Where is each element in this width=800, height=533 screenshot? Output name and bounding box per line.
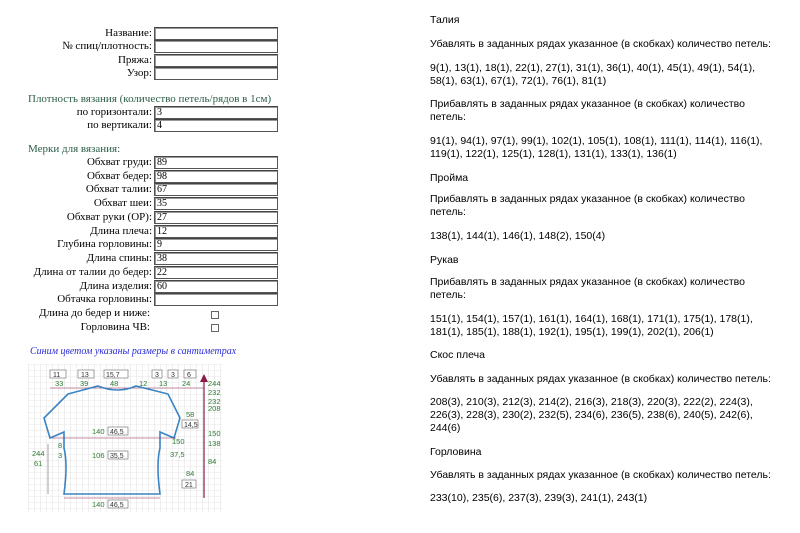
right-low-rows: 84 xyxy=(186,469,195,478)
section-heading-waist: Талия xyxy=(430,14,460,26)
measure-chest-field[interactable]: 89 xyxy=(154,156,278,169)
waist-cm: 35,5 xyxy=(110,453,124,460)
neck-checkbox-label: Горловина ЧВ: xyxy=(80,321,150,333)
bottom-stitches: 140 xyxy=(92,500,105,509)
measure-arm-field[interactable]: 27 xyxy=(154,211,278,224)
side-1: 150 xyxy=(208,429,221,438)
waist-decrease-text: Убавлять в заданных рядах указанное (в скобках) количество петель: xyxy=(430,38,771,50)
top-box-4: 3 xyxy=(155,372,159,379)
waist-increase-text: Прибавлять в заданных рядах указанное (в скобках) количество петель: xyxy=(430,98,745,123)
measure-neck-field[interactable]: 35 xyxy=(154,197,278,210)
yarn-field[interactable] xyxy=(154,54,278,67)
waist-stitches: 106 xyxy=(92,451,105,460)
right-col-4: 208 xyxy=(208,404,221,413)
sleeve-increase-text: Прибавлять в заданных рядах указанное (в скобках) количество петель: xyxy=(430,276,745,301)
right-84: 84 xyxy=(208,457,217,466)
section-heading-armhole: Пройма xyxy=(430,172,469,184)
armhole-increase-values: 138(1), 144(1), 146(1), 148(2), 150(4) xyxy=(430,230,606,242)
section-heading-neckline: Горловина xyxy=(430,446,482,458)
measure-length-label: Длина изделия: xyxy=(79,280,152,292)
neck-checkbox[interactable] xyxy=(211,324,219,332)
density-header: Плотность вязания (количество петель/рядов в 1см) xyxy=(28,93,272,105)
measure-neck-label: Обхват шеи: xyxy=(93,197,152,209)
top-box-1: 11 xyxy=(53,372,61,379)
left-cm: 61 xyxy=(34,459,43,468)
sleeve-increase-values: 151(1), 154(1), 157(1), 161(1), 164(1), 168(1), 171(1), 175(1), 178(1), 181(1), 185(1), 188(1), 192(1), 195(1), 199(1), 202(1), 206(1) xyxy=(430,313,753,338)
name-label: Название: xyxy=(105,27,152,39)
section-heading-shoulder: Скос плеча xyxy=(430,349,485,361)
measure-waist-label: Обхват талии: xyxy=(85,183,152,195)
armhole-increase-text: Прибавлять в заданных рядах указанное (в скобках) количество петель: xyxy=(430,193,745,218)
shoulder-decrease-text: Убавлять в заданных рядах указанное (в скобках) количество петель: xyxy=(430,373,771,385)
right-mid-cm: 37,5 xyxy=(170,450,185,459)
top-box-2: 13 xyxy=(81,372,89,379)
top-box-3: 15,7 xyxy=(106,372,120,379)
measure-waist-hips-field[interactable]: 22 xyxy=(154,266,278,279)
measure-arm-label: Обхват руки (ОР): xyxy=(66,211,152,223)
shoulder-decrease-values: 208(3), 210(3), 212(3), 214(2), 216(3), 218(3), 220(3), 222(2), 224(3), 226(3), 228(3), 230(2), 232(5), 234(6), 236(5), 238(6), 240(5), 242(6), 244(6) xyxy=(430,396,753,434)
hip-length-checkbox[interactable] xyxy=(211,311,219,319)
width-1: 33 xyxy=(55,379,64,388)
measure-back-length-label: Длина спины: xyxy=(86,252,152,264)
measure-shoulder-label: Длина плеча: xyxy=(90,225,152,237)
measure-shoulder-field[interactable]: 12 xyxy=(154,225,278,238)
right-col-3: 232 xyxy=(208,397,221,406)
bottom-cm: 46,5 xyxy=(110,502,124,509)
left-small-1: 8 xyxy=(58,441,63,450)
right-col-1: 244 xyxy=(208,379,221,388)
hip-length-label: Длина до бедер и ниже: xyxy=(39,307,150,319)
right-low-cm: 21 xyxy=(185,482,193,489)
measure-neck-depth-field[interactable]: 9 xyxy=(154,238,278,251)
pattern-label: Узор: xyxy=(126,67,152,79)
armhole-rows: 58 xyxy=(186,410,195,419)
width-3: 48 xyxy=(110,379,119,388)
yarn-label: Пряжа: xyxy=(117,54,152,66)
armhole-cm: 14,5 xyxy=(184,422,198,429)
width-5: 13 xyxy=(159,379,168,388)
pattern-field[interactable] xyxy=(154,67,278,80)
waist-increase-values: 91(1), 94(1), 97(1), 99(1), 102(1), 105(1), 108(1), 111(1), 114(1), 116(1), 119(1), 122(1), 125(1), 128(1), 131(1), 133(1), 136(1) xyxy=(430,135,763,160)
measure-neck-band-label: Обтачка горловины: xyxy=(57,293,152,305)
measure-neck-depth-label: Глубина горловины: xyxy=(57,238,152,250)
density-vertical-field[interactable]: 4 xyxy=(154,119,278,132)
right-col-2: 232 xyxy=(208,388,221,397)
measure-hips-label: Обхват бедер: xyxy=(86,170,152,182)
mid-width-cm: 46,5 xyxy=(110,429,124,436)
density-horizontal-field[interactable]: 3 xyxy=(154,106,278,119)
mid-width-stitches: 140 xyxy=(92,427,105,436)
measure-length-field[interactable]: 60 xyxy=(154,280,278,293)
measure-waist-field[interactable]: 67 xyxy=(154,183,278,196)
garment-schematic xyxy=(28,364,222,512)
left-small-2: 3 xyxy=(58,451,63,460)
needles-field[interactable] xyxy=(154,40,278,53)
measure-waist-hips-label: Длина от талии до бедер: xyxy=(33,266,152,278)
name-field[interactable] xyxy=(154,27,278,40)
measure-hips-field[interactable]: 98 xyxy=(154,170,278,183)
left-rows: 244 xyxy=(32,449,45,458)
width-6: 24 xyxy=(182,379,191,388)
top-box-6: 6 xyxy=(187,372,191,379)
width-4: 12 xyxy=(139,379,148,388)
top-box-5: 3 xyxy=(171,372,175,379)
waist-decrease-values: 9(1), 13(1), 18(1), 22(1), 27(1), 31(1), 36(1), 40(1), 45(1), 49(1), 54(1), 58(1), 63(1), 67(1), 72(1), 76(1), 81(1) xyxy=(430,62,756,87)
measure-back-length-field[interactable]: 38 xyxy=(154,252,278,265)
side-2: 138 xyxy=(208,439,221,448)
units-note: Синим цветом указаны размеры в сантиметрах xyxy=(30,346,237,357)
width-2: 39 xyxy=(80,379,89,388)
needles-label: № спиц/плотность: xyxy=(62,40,152,52)
section-heading-sleeve: Рукав xyxy=(430,254,459,266)
neckline-decrease-values: 233(10), 235(6), 237(3), 239(3), 241(1), 243(1) xyxy=(430,492,648,504)
right-mid-rows: 150 xyxy=(172,437,185,446)
neckline-decrease-text: Убавлять в заданных рядах указанное (в скобках) количество петель: xyxy=(430,469,771,481)
density-vertical-label: по вертикали: xyxy=(87,119,152,131)
measure-chest-label: Обхват груди: xyxy=(86,156,152,168)
measure-neck-band-field[interactable] xyxy=(154,293,278,306)
density-horizontal-label: по горизонтали: xyxy=(76,106,152,118)
measures-header: Мерки для вязания: xyxy=(28,143,121,155)
